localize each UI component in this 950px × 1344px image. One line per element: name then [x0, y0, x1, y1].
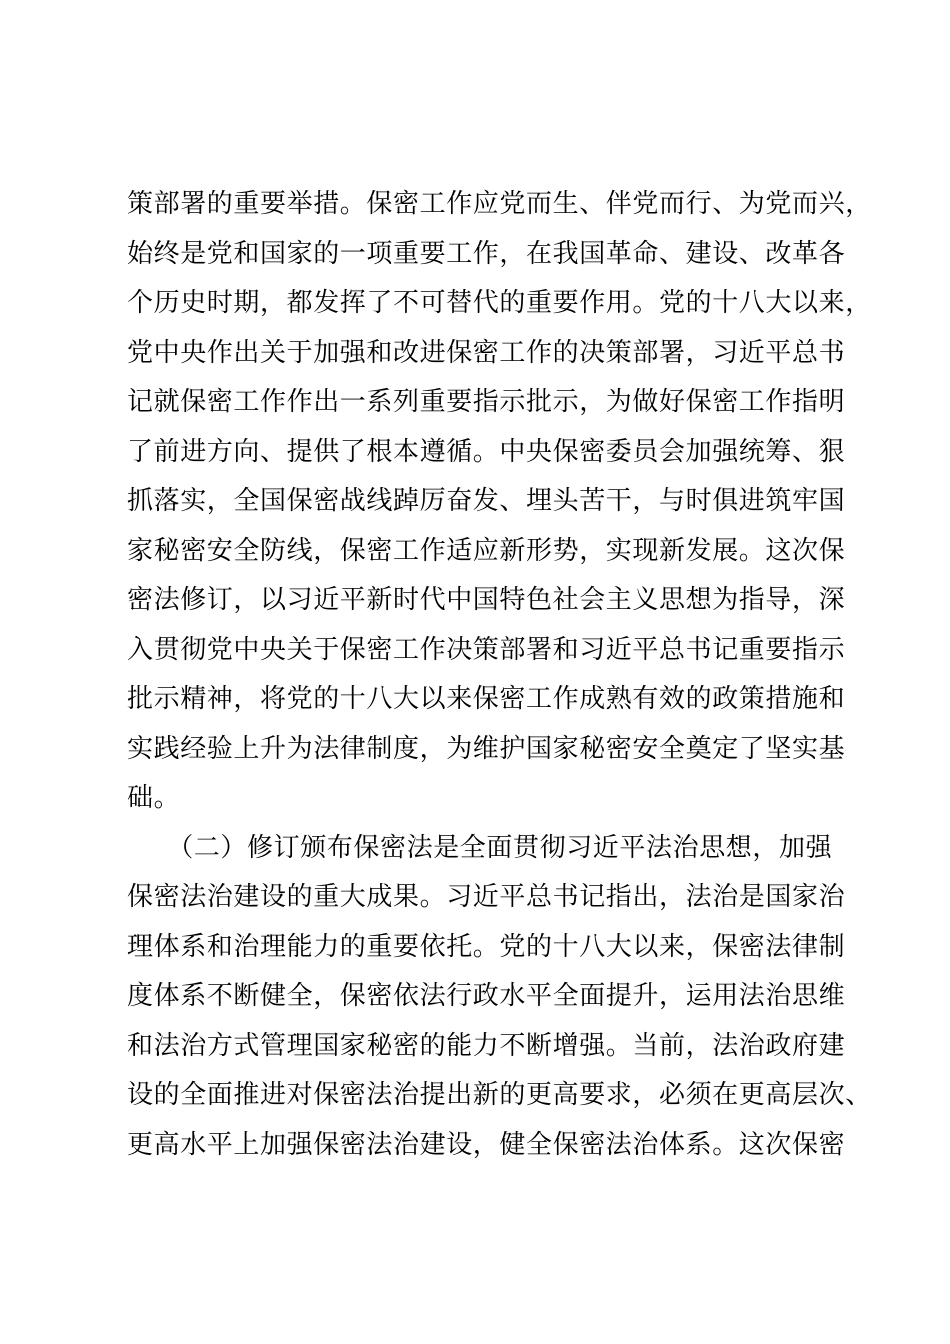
- text-line: 党中央作出关于加强和改进保密工作的决策部署，习近平总书: [127, 337, 846, 368]
- text-line: 理体系和治理能力的重要依托。党的十八大以来，保密法律制: [127, 931, 846, 962]
- text-line: 度体系不断健全，保密依法行政水平全面提升，运用法治思维: [127, 981, 846, 1011]
- text-line: 设的全面推进对保密法治提出新的更高要求，必须在更高层次、: [127, 1080, 872, 1110]
- section-heading-line: （二）修订颁布保密法是全面贯彻习近平法治思想，加强: [127, 832, 833, 863]
- text-line: 个历史时期，都发挥了不可替代的重要作用。党的十八大以来，: [127, 288, 872, 318]
- text-line: 实践经验上升为法律制度，为维护国家秘密安全奠定了坚实基: [127, 733, 846, 764]
- text-line: 入贯彻党中央关于保密工作决策部署和习近平总书记重要指示: [127, 634, 846, 665]
- text-line: 更高水平上加强保密法治建设，健全保密法治体系。这次保密: [127, 1129, 846, 1160]
- text-line: 保密法治建设的重大成果。习近平总书记指出，法治是国家治: [127, 882, 846, 912]
- text-line: 了前进方向、提供了根本遵循。中央保密委员会加强统筹、狠: [127, 436, 846, 467]
- text-line: 础。: [127, 783, 181, 813]
- text-line: 记就保密工作作出一系列重要指示批示，为做好保密工作指明: [127, 387, 846, 417]
- text-line: 策部署的重要举措。保密工作应党而生、伴党而行、为党而兴，: [127, 189, 872, 219]
- text-line: 批示精神，将党的十八大以来保密工作成熟有效的政策措施和: [127, 684, 846, 714]
- text-line: 密法修订，以习近平新时代中国特色社会主义思想为指导，深: [127, 585, 846, 615]
- body-text: [127, 180, 872, 1170]
- text-line: 家秘密安全防线，保密工作适应新形势，实现新发展。这次保: [127, 535, 846, 566]
- text-line: 抓落实，全国保密战线踔厉奋发、埋头苦干，与时俱进筑牢国: [127, 486, 846, 516]
- text-line: 和法治方式管理国家秘密的能力不断增强。当前，法治政府建: [127, 1030, 846, 1061]
- text-line: 始终是党和国家的一项重要工作，在我国革命、建设、改革各: [127, 238, 846, 269]
